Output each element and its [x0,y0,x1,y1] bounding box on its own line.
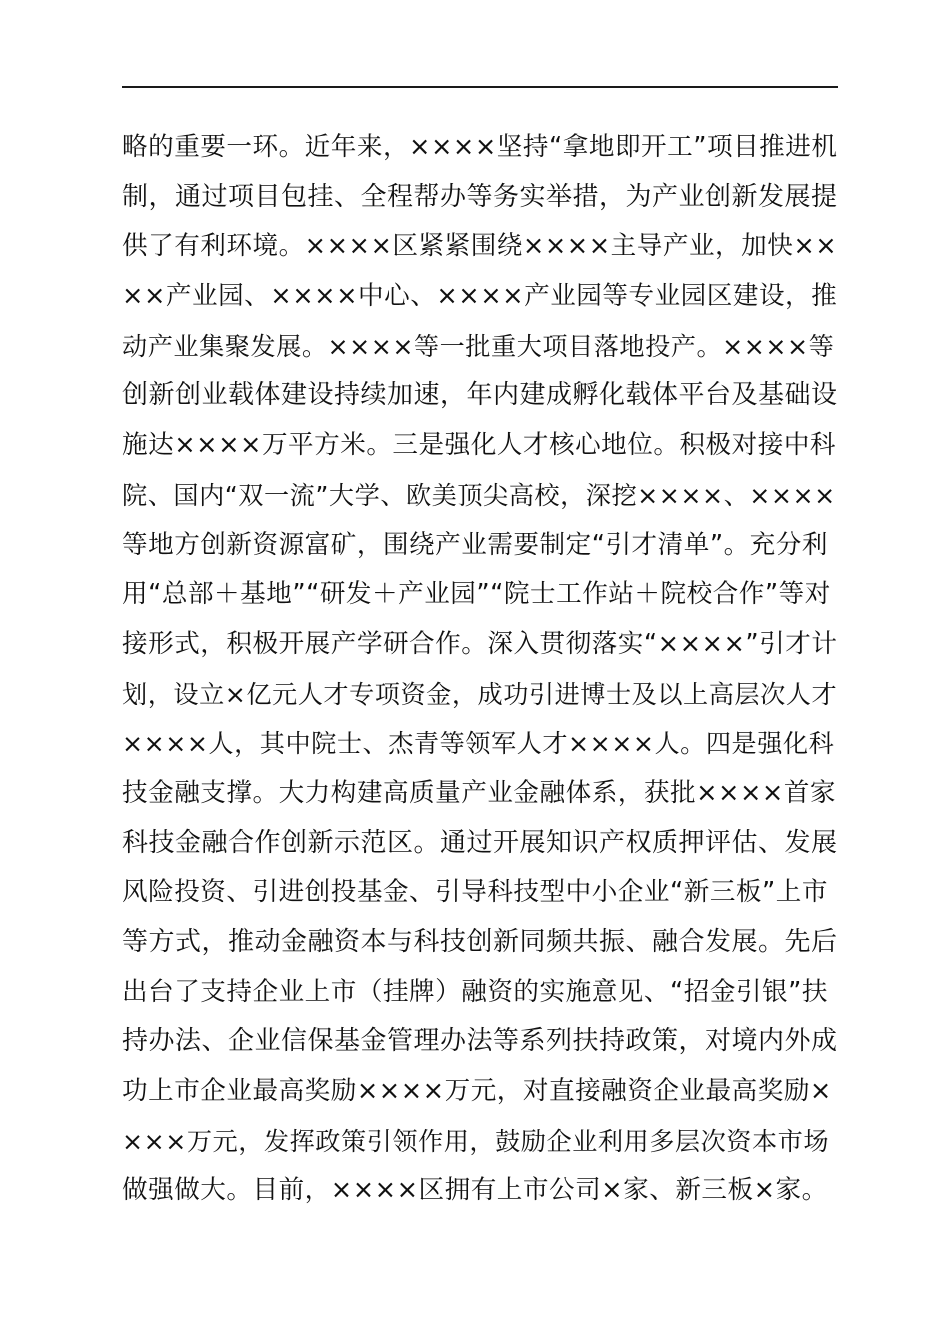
text-line: ×××万元，发挥政策引领作用，鼓励企业利用多层次资本市场 [122,1126,830,1156]
text-line: 出台了支持企业上市（挂牌）融资的实施意见、“招金引银”扶 [122,976,828,1007]
text-line: 施达××××万平方米。三是强化人才核心地位。积极对接中科 [122,430,837,461]
text-line: 功上市企业最高奖励××××万元，对直接融资企业最高奖励× [122,1076,832,1107]
text-line: 动产业集聚发展。××××等一批重大项目落地投产。××××等 [122,331,835,361]
text-line: 做强做大。目前，××××区拥有上市公司×家、新三板×家。 [122,1175,828,1206]
text-line: ××产业园、××××中心、××××产业园等专业园区建设，推 [122,281,838,312]
text-line: 风险投资、引进创投基金、引导科技型中小企业“新三板”上市 [122,877,828,908]
text-line: 科技金融合作创新示范区。通过开展知识产权质押评估、发展 [122,827,838,858]
text-line: 等地方创新资源富矿，围绕产业需要制定“引才清单”。充分利 [122,529,828,560]
text-line: 接形式，积极开展产学研合作。深入贯彻落实“××××”引才计 [122,628,838,659]
text-line: 供了有利环境。××××区紧紧围绕××××主导产业，加快×× [122,231,838,262]
header-rule [122,86,838,88]
body-paragraph [122,123,838,1216]
text-line: 用“总部＋基地”“研发＋产业园”“院士工作站＋院校合作”等对 [122,579,831,610]
text-line: ××××人，其中院士、杰青等领军人才××××人。四是强化科 [122,729,835,759]
text-line: 持办法、企业信保基金管理办法等系列扶持政策，对境内外成 [122,1026,838,1057]
text-line: 创新创业载体建设持续加速，年内建成孵化载体平台及基础设 [122,380,838,411]
text-line: 等方式，推动金融资本与科技创新同频共振、融合发展。先后 [122,927,838,957]
text-line: 划，设立×亿元人才专项资金，成功引进博士及以上高层次人才 [122,679,838,709]
text-line: 略的重要一环。近年来，××××坚持“拿地即开工”项目推进机 [122,132,838,162]
text-line: 技金融支撑。大力构建高质量产业金融体系，获批××××首家 [122,777,837,808]
text-line: 院、国内“双一流”大学、欧美顶尖高校，深挖××××、×××× [122,480,836,510]
text-line: 制，通过项目包挂、全程帮办等务实举措，为产业创新发展提 [122,181,838,212]
